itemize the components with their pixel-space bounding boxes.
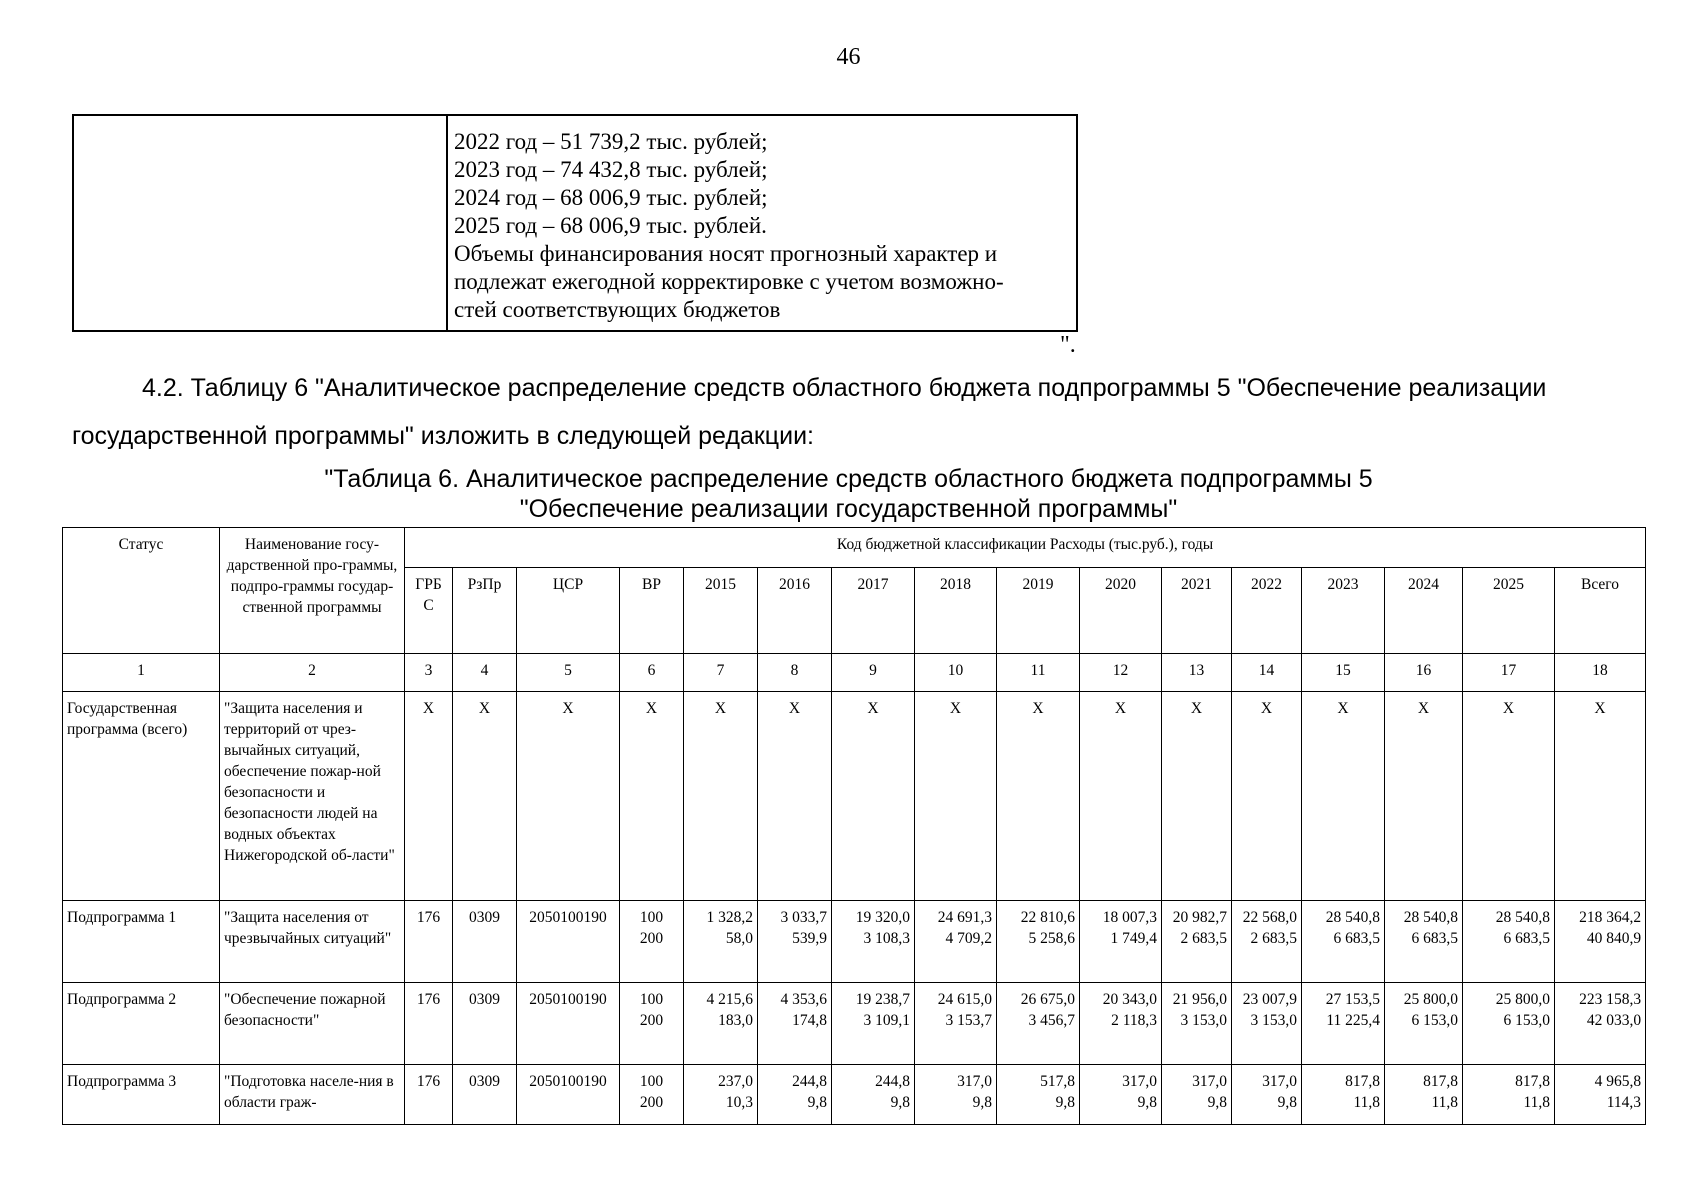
row-status: Подпрограмма 3 (63, 1064, 220, 1124)
header-row (63, 528, 1646, 568)
year-value: 237,0 (718, 1072, 753, 1090)
cell-year (997, 900, 1080, 982)
cell-x: X (1232, 692, 1302, 900)
year-value: 317,0 (1262, 1072, 1297, 1090)
row-name: "Защита населения от чрезвычайных ситуаций" (220, 900, 405, 982)
year-value: 22 568,0 (1242, 908, 1297, 926)
year-value: 25 800,0 (1495, 990, 1550, 1008)
year-value: 11,8 (1353, 1093, 1380, 1111)
cell-grbs: 176 (405, 982, 453, 1064)
cell-year (1232, 982, 1302, 1064)
header-col: РзПр (453, 568, 517, 654)
year-value: 9,8 (1207, 1093, 1227, 1111)
cell-year (1232, 900, 1302, 982)
total-value: 218 364,2 (1579, 908, 1642, 926)
cell-year (1463, 900, 1555, 982)
year-value: 11,8 (1431, 1093, 1458, 1111)
header-col: 2015 (684, 568, 758, 654)
header-col: 2022 (1232, 568, 1302, 654)
column-number: 18 (1555, 654, 1646, 692)
header-col: 2019 (997, 568, 1080, 654)
cell-year (1302, 900, 1385, 982)
cell-year (684, 1064, 758, 1124)
year-value: 19 320,0 (855, 908, 910, 926)
year-value: 317,0 (957, 1072, 992, 1090)
cell-year (997, 982, 1080, 1064)
paragraph-line: государственной программы" изложить в следующей редакции: (72, 422, 814, 450)
row-name: "Обеспечение пожарной безопасности" (220, 982, 405, 1064)
year-value: 2 683,5 (1250, 929, 1297, 947)
year-value: 3 456,7 (1028, 1011, 1075, 1029)
table-row (63, 1064, 1646, 1124)
financing-line: 2024 год – 68 006,9 тыс. рублей; (454, 185, 768, 210)
year-value: 6 683,5 (1411, 929, 1458, 947)
vr-value: 100 (639, 1072, 664, 1090)
cell-csr: 2050100190 (517, 1064, 620, 1124)
cell-x: X (758, 692, 832, 900)
year-value: 24 691,3 (937, 908, 992, 926)
year-value: 183,0 (718, 1011, 753, 1029)
year-value: 58,0 (725, 929, 753, 947)
total-value: 114,3 (1606, 1093, 1642, 1111)
year-value: 3 108,3 (863, 929, 910, 947)
vr-value: 200 (639, 1093, 664, 1111)
cell-rzpr: 0309 (453, 1064, 517, 1124)
table-title (0, 464, 1697, 524)
cell-year (915, 982, 997, 1064)
table-title-line: "Таблица 6. Аналитическое распределение средств областного бюджета подпрограммы 5 (324, 465, 1373, 493)
year-value: 9,8 (1277, 1093, 1297, 1111)
column-number: 8 (758, 654, 832, 692)
cell-total (1555, 900, 1646, 982)
cell-year (1302, 1064, 1385, 1124)
cell-year (758, 982, 832, 1064)
cell-year (832, 982, 915, 1064)
header-col: 2023 (1302, 568, 1385, 654)
column-number: 11 (997, 654, 1080, 692)
financing-table-fragment (72, 114, 1078, 332)
cell-year (832, 900, 915, 982)
vr-value: 200 (639, 929, 664, 947)
column-number: 16 (1385, 654, 1463, 692)
year-value: 20 343,0 (1102, 990, 1157, 1008)
year-value: 3 109,1 (863, 1011, 910, 1029)
table-row (63, 982, 1646, 1064)
header-col: 2018 (915, 568, 997, 654)
year-value: 817,8 (1423, 1072, 1458, 1090)
column-number: 1 (63, 654, 220, 692)
financing-line: 2022 год – 51 739,2 тыс. рублей; (454, 129, 768, 154)
column-number: 9 (832, 654, 915, 692)
year-value: 6 683,5 (1503, 929, 1550, 947)
header-col: ГРБ С (405, 568, 453, 654)
year-value: 6 153,0 (1411, 1011, 1458, 1029)
year-value: 4 709,2 (945, 929, 992, 947)
year-value: 19 238,7 (855, 990, 910, 1008)
year-value: 9,8 (1137, 1093, 1157, 1111)
cell-year (1162, 982, 1232, 1064)
table-row (63, 900, 1646, 982)
cell-year (1463, 1064, 1555, 1124)
page-number: 46 (836, 44, 861, 70)
column-number: 2 (220, 654, 405, 692)
cell-total (1555, 982, 1646, 1064)
column-number: 14 (1232, 654, 1302, 692)
cell-grbs: 176 (405, 1064, 453, 1124)
financing-line: подлежат ежегодной корректировке с учетом возможно- (454, 269, 1004, 294)
year-value: 517,8 (1040, 1072, 1075, 1090)
cell-x: X (832, 692, 915, 900)
cell-year (832, 1064, 915, 1124)
cell-x: X (517, 692, 620, 900)
cell-total (1555, 1064, 1646, 1124)
cell-grbs: 176 (405, 900, 453, 982)
year-value: 6 153,0 (1503, 1011, 1550, 1029)
header-col: ЦСР (517, 568, 620, 654)
empty-cell (74, 116, 448, 330)
cell-x: X (997, 692, 1080, 900)
row-status: Подпрограмма 1 (63, 900, 220, 982)
financing-text-cell (448, 116, 1076, 330)
header-name: Наименование госу-дарственной про-граммы, подпро-граммы государ-ственной программы (220, 528, 405, 654)
year-value: 5 258,6 (1028, 929, 1075, 947)
year-value: 244,8 (875, 1072, 910, 1090)
column-number: 10 (915, 654, 997, 692)
year-value: 22 810,6 (1020, 908, 1075, 926)
column-number: 4 (453, 654, 517, 692)
cell-x: X (405, 692, 453, 900)
cell-x: X (1080, 692, 1162, 900)
cell-year (1385, 900, 1463, 982)
cell-x: X (915, 692, 997, 900)
header-status: Статус (63, 528, 220, 654)
closing-quote: ". (1060, 332, 1076, 358)
year-value: 28 540,8 (1325, 908, 1380, 926)
column-number: 3 (405, 654, 453, 692)
cell-year (1463, 982, 1555, 1064)
cell-x: X (684, 692, 758, 900)
cell-x: X (1463, 692, 1555, 900)
table-row (63, 692, 1646, 900)
header-col: Всего (1555, 568, 1646, 654)
year-value: 11 225,4 (1326, 1011, 1380, 1029)
budget-distribution-table (62, 527, 1646, 1125)
year-value: 3 153,7 (945, 1011, 992, 1029)
header-col: 2017 (832, 568, 915, 654)
year-value: 10,3 (725, 1093, 753, 1111)
year-value: 174,8 (792, 1011, 827, 1029)
amendment-paragraph (72, 364, 1632, 460)
year-value: 9,8 (972, 1093, 992, 1111)
cell-year (758, 1064, 832, 1124)
year-value: 817,8 (1515, 1072, 1550, 1090)
total-value: 4 965,8 (1594, 1072, 1642, 1090)
year-value: 3 153,0 (1180, 1011, 1227, 1029)
year-value: 20 982,7 (1172, 908, 1227, 926)
financing-line: стей соответствующих бюджетов (454, 297, 781, 322)
financing-line: 2025 год – 68 006,9 тыс. рублей. (454, 213, 767, 238)
cell-x: X (1302, 692, 1385, 900)
cell-x: X (1555, 692, 1646, 900)
year-value: 21 956,0 (1172, 990, 1227, 1008)
year-value: 1 328,2 (706, 908, 753, 926)
financing-line: 2023 год – 74 432,8 тыс. рублей; (454, 157, 768, 182)
table-title-line: "Обеспечение реализации государственной программы" (519, 495, 1178, 523)
year-value: 817,8 (1345, 1072, 1380, 1090)
row-name: "Подготовка населе-ния в области граж- (220, 1064, 405, 1124)
year-value: 28 540,8 (1495, 908, 1550, 926)
cell-year (1162, 1064, 1232, 1124)
column-number: 7 (684, 654, 758, 692)
vr-value: 100 (639, 990, 664, 1008)
year-value: 26 675,0 (1020, 990, 1075, 1008)
header-group: Код бюджетной классификации Расходы (тыс.руб.), годы (405, 528, 1646, 568)
total-value: 223 158,3 (1579, 990, 1642, 1008)
row-status: Государственная программа (всего) (63, 692, 220, 900)
year-value: 25 800,0 (1403, 990, 1458, 1008)
cell-rzpr: 0309 (453, 900, 517, 982)
column-number: 6 (620, 654, 684, 692)
total-value: 40 840,9 (1586, 929, 1642, 947)
header-col: 2016 (758, 568, 832, 654)
year-value: 23 007,9 (1242, 990, 1297, 1008)
year-value: 2 683,5 (1180, 929, 1227, 947)
column-number: 5 (517, 654, 620, 692)
row-status: Подпрограмма 2 (63, 982, 220, 1064)
year-value: 27 153,5 (1325, 990, 1380, 1008)
cell-year (915, 900, 997, 982)
paragraph-line: 4.2. Таблицу 6 "Аналитическое распределение средств областного бюджета подпрограммы 5 "Обеспечение реализации (142, 374, 1547, 402)
header-col: 2025 (1463, 568, 1555, 654)
header-col: ВР (620, 568, 684, 654)
year-value: 3 153,0 (1250, 1011, 1297, 1029)
cell-x: X (453, 692, 517, 900)
vr-value: 100 (639, 908, 664, 926)
year-value: 4 353,6 (780, 990, 827, 1008)
column-number: 17 (1463, 654, 1555, 692)
year-value: 3 033,7 (780, 908, 827, 926)
cell-x: X (1162, 692, 1232, 900)
cell-year (1232, 1064, 1302, 1124)
column-number: 12 (1080, 654, 1162, 692)
year-value: 244,8 (792, 1072, 827, 1090)
header-col: 2021 (1162, 568, 1232, 654)
year-value: 539,9 (792, 929, 827, 947)
cell-year (1302, 982, 1385, 1064)
cell-year (684, 982, 758, 1064)
cell-vr (620, 1064, 684, 1124)
year-value: 1 749,4 (1110, 929, 1157, 947)
year-value: 9,8 (807, 1093, 827, 1111)
cell-year (997, 1064, 1080, 1124)
column-number: 13 (1162, 654, 1232, 692)
year-value: 4 215,6 (706, 990, 753, 1008)
cell-csr: 2050100190 (517, 900, 620, 982)
row-name: "Защита населения и территорий от чрез-вычайных ситуаций, обеспечение пожар-ной безопасности и безопасности людей на водных объектах Нижегородской об-ласти" (220, 692, 405, 900)
year-value: 11,8 (1523, 1093, 1550, 1111)
total-value: 42 033,0 (1586, 1011, 1642, 1029)
year-value: 2 118,3 (1111, 1011, 1157, 1029)
year-value: 9,8 (1055, 1093, 1075, 1111)
cell-year (684, 900, 758, 982)
year-value: 28 540,8 (1403, 908, 1458, 926)
cell-vr (620, 900, 684, 982)
vr-value: 200 (639, 1011, 664, 1029)
financing-line: Объемы финансирования носят прогнозный характер и (454, 241, 998, 266)
column-number: 15 (1302, 654, 1385, 692)
cell-csr: 2050100190 (517, 982, 620, 1064)
year-value: 24 615,0 (937, 990, 992, 1008)
year-value: 317,0 (1122, 1072, 1157, 1090)
cell-year (1162, 900, 1232, 982)
header-col: 2020 (1080, 568, 1162, 654)
header-col: 2024 (1385, 568, 1463, 654)
cell-x: X (620, 692, 684, 900)
year-value: 18 007,3 (1102, 908, 1157, 926)
cell-year (1385, 982, 1463, 1064)
cell-year (1080, 982, 1162, 1064)
cell-rzpr: 0309 (453, 982, 517, 1064)
cell-x: X (1385, 692, 1463, 900)
year-value: 9,8 (890, 1093, 910, 1111)
column-numbers-row (63, 654, 1646, 692)
cell-year (1080, 1064, 1162, 1124)
cell-year (1385, 1064, 1463, 1124)
cell-year (758, 900, 832, 982)
cell-vr (620, 982, 684, 1064)
year-value: 317,0 (1192, 1072, 1227, 1090)
year-value: 6 683,5 (1333, 929, 1380, 947)
cell-year (1080, 900, 1162, 982)
cell-year (915, 1064, 997, 1124)
